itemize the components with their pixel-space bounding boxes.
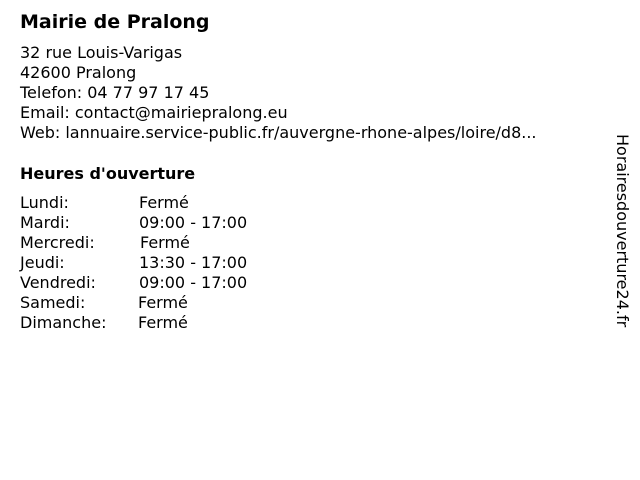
opening-hours-heading: Heures d'ouverture: [20, 164, 196, 183]
day-label: Jeudi:: [20, 253, 65, 272]
time-value: Fermé: [138, 293, 188, 312]
day-label: Mardi:: [20, 213, 70, 232]
address-street: 32 rue Louis-Varigas: [20, 43, 183, 62]
phone-text: Telefon: 04 77 97 17 45: [20, 83, 210, 102]
day-label: Lundi:: [20, 193, 69, 212]
time-value: 09:00 - 17:00: [139, 273, 248, 292]
site-watermark: Horairesdouverture24.fr: [613, 134, 632, 328]
page-title: Mairie de Pralong: [20, 11, 210, 33]
day-label: Dimanche:: [20, 313, 107, 332]
day-label: Samedi:: [20, 293, 86, 312]
day-label: Vendredi:: [20, 273, 96, 292]
time-value: Fermé: [138, 313, 188, 332]
time-value: 09:00 - 17:00: [139, 213, 248, 232]
time-value: 13:30 - 17:00: [139, 253, 248, 272]
address-city: 42600 Pralong: [20, 63, 137, 82]
time-value: Fermé: [140, 233, 190, 252]
day-label: Mercredi:: [20, 233, 95, 252]
website-text: Web: lannuaire.service-public.fr/auvergne-rhone-alpes/loire/d8...: [20, 123, 537, 142]
email-text: Email: contact@mairiepralong.eu: [20, 103, 288, 122]
time-value: Fermé: [139, 193, 189, 212]
contact-block: [20, 43, 537, 143]
